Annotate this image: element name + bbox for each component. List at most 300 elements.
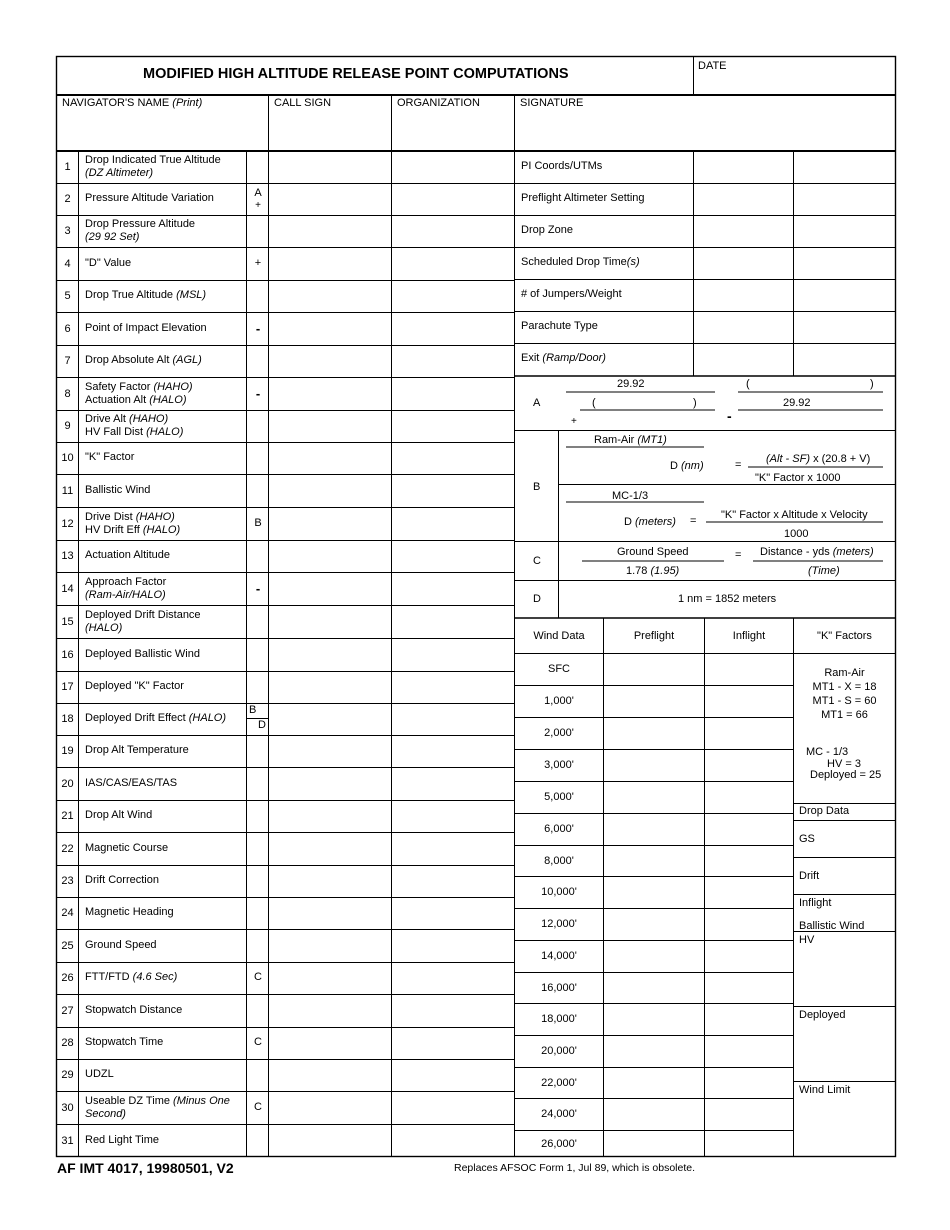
info-value-cell-a[interactable] — [694, 216, 793, 247]
wind-inflight-cell[interactable] — [705, 1099, 793, 1130]
organization-cell[interactable] — [392, 672, 514, 703]
call-sign-cell[interactable] — [269, 248, 391, 280]
row-label-qualifier-2: Second) — [85, 1107, 126, 1120]
organization-cell[interactable] — [392, 801, 514, 832]
call-sign-cell[interactable] — [269, 930, 391, 962]
call-sign-cell[interactable] — [269, 508, 391, 540]
row-label-text: Actuation Altitude — [85, 549, 171, 561]
organization-cell[interactable] — [392, 216, 514, 247]
wind-preflight-cell[interactable] — [604, 814, 704, 845]
k-gs: GS — [799, 833, 815, 845]
row-number: 8 — [64, 387, 71, 400]
wind-altitude-label: 24,000' — [541, 1108, 577, 1120]
organization-cell[interactable] — [392, 313, 514, 345]
row-label — [85, 1095, 230, 1121]
organization-cell[interactable] — [392, 704, 514, 735]
call-sign-cell[interactable] — [269, 184, 391, 215]
call-sign-cell[interactable] — [269, 995, 391, 1027]
call-sign-cell[interactable] — [269, 736, 391, 767]
formula-c-factor: 1.78 (1.95) — [626, 565, 680, 577]
formula-c-label: C — [533, 555, 541, 567]
row-label-text: Safety Factor — [85, 380, 151, 393]
organization-label: ORGANIZATION — [397, 97, 480, 109]
row-number: 25 — [61, 939, 74, 952]
organization-cell[interactable] — [392, 281, 514, 312]
wind-preflight-cell[interactable] — [604, 750, 704, 781]
wind-preflight-cell[interactable] — [604, 1099, 704, 1130]
formula-b-denominator1: "K" Factor x 1000 — [755, 472, 841, 484]
wind-preflight-cell[interactable] — [604, 686, 704, 717]
k-hv-label: HV — [799, 934, 815, 946]
row-label-text: Drop Absolute Alt — [85, 354, 170, 366]
wind-inflight-cell[interactable] — [705, 782, 793, 813]
date-label: DATE — [698, 60, 727, 72]
call-sign-field[interactable] — [269, 112, 391, 150]
wind-preflight-cell[interactable] — [604, 718, 704, 749]
row-operator-2: + — [255, 200, 261, 211]
k-drift: Drift — [799, 870, 820, 882]
k-ballistic-wind: Ballistic Wind — [799, 920, 865, 932]
call-sign-cell[interactable] — [269, 672, 391, 703]
wind-header-k-factors: "K" Factors — [817, 630, 872, 642]
call-sign-cell[interactable] — [269, 606, 391, 638]
wind-inflight-cell[interactable] — [705, 1131, 793, 1157]
formula-a-paren-open-top: ( — [746, 378, 750, 390]
wind-preflight-cell[interactable] — [604, 941, 704, 972]
row-label-qualifier: (Minus One — [173, 1094, 230, 1107]
row-number: 21 — [61, 810, 74, 822]
wind-inflight-cell[interactable] — [705, 686, 793, 717]
wind-altitude-label: 16,000' — [541, 981, 577, 994]
row-operator-2: D — [258, 719, 266, 731]
formula-a-2992-top: 29.92 — [617, 378, 645, 390]
call-sign-cell[interactable] — [269, 152, 391, 183]
wind-altitude-label: 6,000' — [544, 823, 574, 835]
row-operator: C — [254, 1036, 262, 1048]
formula-b-denominator2: 1000 — [784, 528, 809, 540]
info-value-cell-a[interactable] — [694, 248, 793, 279]
wind-altitude-label: 18,000' — [541, 1013, 577, 1025]
row-number: 26 — [61, 972, 74, 984]
call-sign-cell[interactable] — [269, 443, 391, 474]
organization-cell[interactable] — [392, 898, 514, 929]
wind-preflight-cell[interactable] — [604, 877, 704, 908]
row-label-text: Point of Impact Elevation — [85, 321, 207, 334]
row-label-qualifier: (AGL) — [172, 354, 202, 366]
organization-cell[interactable] — [392, 508, 514, 540]
row-label — [85, 192, 214, 205]
row-number: 10 — [61, 452, 74, 464]
row-label-text: Deployed Drift Distance — [85, 608, 201, 621]
row-label-text: Drive Alt — [85, 413, 126, 425]
k-mt1x: MT1 - X = 18 — [812, 681, 877, 693]
wind-preflight-cell[interactable] — [604, 909, 704, 940]
row-label — [85, 354, 202, 367]
wind-altitude-label: 1,000' — [544, 695, 574, 707]
wind-inflight-cell[interactable] — [705, 814, 793, 845]
scheduled-drop-time-label: Scheduled Drop Time(s) — [521, 256, 640, 268]
wind-altitude-label: 22,000' — [541, 1076, 577, 1089]
row-number: 17 — [61, 681, 74, 693]
row-label-text: UDZL — [85, 1068, 114, 1080]
row-operator: C — [254, 1100, 262, 1113]
wind-altitude-label: 8,000' — [544, 854, 574, 867]
info-value-cell-b[interactable] — [794, 248, 895, 279]
k-wind-limit: Wind Limit — [799, 1084, 851, 1096]
wind-preflight-cell[interactable] — [604, 973, 704, 1003]
call-sign-cell[interactable] — [269, 1028, 391, 1059]
row-label — [85, 906, 174, 919]
wind-inflight-cell[interactable] — [705, 718, 793, 749]
formula-b-dm: D (meters) — [624, 516, 676, 528]
row-label-text: Drop Alt Wind — [85, 809, 153, 821]
row-number: 11 — [61, 484, 74, 497]
row-label-text: Drop Alt Temperature — [85, 744, 189, 756]
row-number: 30 — [61, 1101, 74, 1114]
row-number: 15 — [61, 615, 74, 628]
row-label-text: Pressure Altitude Variation — [85, 192, 214, 204]
form-supersede-note: Replaces AFSOC Form 1, Jul 89, which is obsolete. — [454, 1162, 696, 1174]
row-label-text: Drop Indicated True Altitude — [85, 154, 221, 166]
drop-zone-label: Drop Zone — [521, 224, 573, 236]
call-sign-label: CALL SIGN — [274, 97, 332, 109]
formula-c-time: (Time) — [808, 565, 840, 577]
info-value-cell-a[interactable] — [694, 152, 793, 183]
row-number: 12 — [61, 517, 74, 530]
row-label — [85, 809, 152, 822]
call-sign-cell[interactable] — [269, 963, 391, 994]
wind-inflight-cell[interactable] — [705, 941, 793, 972]
formula-d-label: D — [533, 593, 541, 605]
row-label-qualifier-2: (HALO) — [85, 621, 123, 634]
row-label-text: Deployed Drift Effect — [85, 712, 186, 724]
row-label — [85, 874, 159, 887]
row-number: 3 — [64, 225, 71, 237]
row-label — [85, 451, 134, 464]
call-sign-cell[interactable] — [269, 768, 391, 800]
formula-b-numerator2: "K" Factor x Altitude x Velocity — [721, 509, 868, 521]
row-number: 24 — [61, 907, 74, 919]
row-label-text-2: HV Drift Eff — [85, 523, 140, 536]
formula-b-eq1: = — [735, 459, 742, 471]
row-number: 4 — [64, 257, 71, 270]
formula-d-text: 1 nm = 1852 meters — [678, 593, 777, 605]
k-ramair: Ram-Air — [824, 667, 865, 679]
organization-cell[interactable] — [392, 639, 514, 671]
row-number: 29 — [61, 1069, 74, 1081]
row-label-text: Stopwatch Distance — [85, 1003, 183, 1016]
row-label-text: Red Light Time — [85, 1133, 159, 1146]
row-label-qualifier-2: (DZ Altimeter) — [85, 167, 154, 179]
wind-preflight-cell[interactable] — [604, 1004, 704, 1035]
row-label-text: Useable DZ Time — [85, 1094, 170, 1107]
row-number: 14 — [61, 582, 74, 595]
row-label — [85, 322, 207, 335]
organization-cell[interactable] — [392, 606, 514, 638]
info-value-cell-b[interactable] — [794, 280, 895, 311]
wind-preflight-cell[interactable] — [604, 1131, 704, 1157]
row-number: 5 — [64, 290, 71, 302]
row-label — [85, 939, 157, 952]
row-label — [85, 511, 180, 537]
row-label-text: FTT/FTD — [85, 971, 130, 983]
row-label — [85, 842, 168, 855]
organization-cell[interactable] — [392, 1028, 514, 1059]
row-label — [85, 744, 189, 757]
navigator-name-field[interactable] — [57, 112, 268, 150]
call-sign-cell[interactable] — [269, 573, 391, 605]
date-field[interactable] — [694, 57, 895, 95]
row-label-text: Drop True Altitude — [85, 289, 174, 301]
row-label — [85, 971, 177, 984]
organization-cell[interactable] — [392, 346, 514, 377]
row-number: 7 — [64, 355, 71, 367]
formula-c-distance: Distance - yds (meters) — [760, 546, 874, 558]
row-number: 28 — [61, 1037, 74, 1049]
organization-cell[interactable] — [392, 1092, 514, 1124]
wind-inflight-cell[interactable] — [705, 846, 793, 876]
k-hv: HV = 3 — [827, 758, 861, 770]
call-sign-cell[interactable] — [269, 801, 391, 832]
info-value-cell-b[interactable] — [794, 152, 895, 183]
row-label-text: Ground Speed — [85, 938, 157, 951]
formula-a-label: A — [533, 397, 541, 409]
info-value-cell-a[interactable] — [694, 280, 793, 311]
wind-header-preflight: Preflight — [633, 630, 675, 642]
organization-field[interactable] — [392, 112, 514, 150]
signature-label: SIGNATURE — [520, 97, 584, 109]
row-number: 13 — [61, 550, 74, 562]
call-sign-cell[interactable] — [269, 411, 391, 442]
wind-inflight-cell[interactable] — [705, 654, 793, 685]
organization-cell[interactable] — [392, 930, 514, 962]
organization-cell[interactable] — [392, 1125, 514, 1157]
wind-inflight-cell[interactable] — [705, 973, 793, 1003]
row-label-text: Stopwatch Time — [85, 1036, 164, 1048]
exit-label: Exit (Ramp/Door) — [521, 352, 606, 364]
row-label-qualifier-2: (HALO) — [142, 523, 181, 536]
row-operator: C — [254, 971, 262, 983]
call-sign-cell[interactable] — [269, 281, 391, 312]
call-sign-cell[interactable] — [269, 475, 391, 507]
form-title: MODIFIED HIGH ALTITUDE RELEASE POINT COMPUTATIONS — [143, 66, 569, 82]
row-label — [85, 576, 166, 602]
row-label — [85, 413, 183, 439]
row-label-text-2: HV Fall Dist — [85, 426, 144, 438]
row-label-text: Magnetic Heading — [85, 906, 174, 918]
wind-preflight-cell[interactable] — [604, 782, 704, 813]
row-label-qualifier: (HAHO) — [153, 380, 193, 393]
call-sign-cell[interactable] — [269, 216, 391, 247]
row-label-qualifier: (HALO) — [188, 712, 227, 724]
k-mc: MC - 1/3 — [806, 746, 849, 758]
formula-c-eq: = — [735, 549, 742, 561]
row-operator: - — [255, 580, 261, 596]
info-value-cell-b[interactable] — [794, 344, 895, 376]
info-value-cell-a[interactable] — [694, 184, 793, 215]
organization-cell[interactable] — [392, 963, 514, 994]
row-number: 31 — [61, 1134, 74, 1147]
call-sign-cell[interactable] — [269, 1092, 391, 1124]
row-number: 9 — [64, 420, 71, 432]
info-value-cell-b[interactable] — [794, 184, 895, 215]
row-operator: + — [254, 256, 262, 269]
row-number: 18 — [61, 713, 74, 725]
pi-coords-label: PI Coords/UTMs — [521, 160, 603, 172]
row-label-qualifier: (HAHO) — [129, 413, 169, 425]
organization-cell[interactable] — [392, 573, 514, 605]
info-value-cell-a[interactable] — [694, 344, 793, 376]
wind-preflight-cell[interactable] — [604, 1036, 704, 1067]
organization-cell[interactable] — [392, 475, 514, 507]
row-number: 27 — [61, 1004, 74, 1017]
row-number: 6 — [64, 322, 71, 335]
wind-altitude-label: 10,000' — [541, 886, 577, 898]
signature-field[interactable] — [515, 112, 895, 150]
call-sign-cell[interactable] — [269, 1125, 391, 1157]
call-sign-cell[interactable] — [269, 541, 391, 572]
formula-b-numerator1: (Alt - SF) x (20.8 + V) — [766, 453, 871, 465]
row-label-text: IAS/CAS/EAS/TAS — [85, 776, 178, 789]
call-sign-cell[interactable] — [269, 704, 391, 735]
wind-inflight-cell[interactable] — [705, 1036, 793, 1067]
call-sign-cell[interactable] — [269, 866, 391, 897]
call-sign-cell[interactable] — [269, 1060, 391, 1091]
row-label — [85, 218, 195, 244]
wind-preflight-cell[interactable] — [604, 1068, 704, 1098]
wind-altitude-label: 20,000' — [541, 1045, 577, 1057]
formula-b-eq2: = — [690, 515, 697, 527]
row-number: 23 — [61, 875, 74, 887]
organization-cell[interactable] — [392, 1060, 514, 1091]
row-number: 2 — [64, 193, 71, 205]
row-label-text: Drift Correction — [85, 874, 159, 886]
formula-b-mc: MC-1/3 — [612, 490, 649, 502]
row-label-qualifier-2: (29 92 Set) — [85, 231, 140, 243]
k-mt1: MT1 = 66 — [821, 709, 868, 721]
formula-a-minus: - — [727, 408, 732, 424]
formula-a-paren-open-bottom: ( — [592, 397, 596, 409]
row-label-text: Drop Pressure Altitude — [85, 218, 196, 230]
organization-cell[interactable] — [392, 736, 514, 767]
k-drop-data: Drop Data — [799, 805, 850, 817]
parachute-type-label: Parachute Type — [521, 320, 598, 332]
organization-cell[interactable] — [392, 866, 514, 897]
organization-cell[interactable] — [392, 995, 514, 1027]
call-sign-cell[interactable] — [269, 639, 391, 671]
row-label-qualifier-2: (HALO) — [146, 426, 184, 438]
row-label-text: Magnetic Course — [85, 841, 169, 854]
jumpers-weight-label: # of Jumpers/Weight — [521, 288, 622, 300]
info-value-cell-a[interactable] — [694, 312, 793, 343]
row-label-text: Drive Dist — [85, 510, 133, 523]
wind-inflight-cell[interactable] — [705, 909, 793, 940]
wind-inflight-cell[interactable] — [705, 750, 793, 781]
organization-cell[interactable] — [392, 443, 514, 474]
formula-b-label: B — [533, 481, 541, 493]
row-label — [85, 1004, 182, 1017]
wind-inflight-cell[interactable] — [705, 1068, 793, 1098]
wind-altitude-label: 5,000' — [544, 791, 574, 803]
wind-preflight-cell[interactable] — [604, 654, 704, 685]
wind-altitude-label: 12,000' — [541, 918, 577, 930]
k-mt1s: MT1 - S = 60 — [812, 695, 877, 707]
formula-b-ramair: Ram-Air (MT1) — [594, 434, 667, 446]
row-label-text: Deployed Ballistic Wind — [85, 647, 200, 660]
wind-altitude-label: 14,000' — [541, 950, 577, 962]
row-label — [85, 381, 193, 407]
row-number: 19 — [61, 745, 74, 757]
row-label — [85, 1068, 114, 1081]
info-value-cell-b[interactable] — [794, 312, 895, 343]
call-sign-cell[interactable] — [269, 313, 391, 345]
row-label — [85, 648, 200, 661]
organization-cell[interactable] — [392, 541, 514, 572]
row-label-qualifier: (MSL) — [176, 289, 207, 301]
row-number: 22 — [61, 842, 74, 855]
wind-inflight-cell[interactable] — [705, 877, 793, 908]
row-label-text: "D" Value — [85, 256, 132, 269]
wind-header-inflight: Inflight — [732, 630, 766, 642]
wind-altitude-label: SFC — [548, 663, 570, 675]
row-label-text: Deployed "K" Factor — [85, 680, 184, 692]
formula-a-paren-close-top: ) — [870, 378, 874, 390]
organization-cell[interactable] — [392, 248, 514, 280]
wind-inflight-cell[interactable] — [705, 1004, 793, 1035]
row-operator: - — [255, 385, 261, 401]
call-sign-cell[interactable] — [269, 346, 391, 377]
wind-altitude-label: 3,000' — [544, 759, 574, 771]
form-id: AF IMT 4017, 19980501, V2 — [57, 1160, 234, 1176]
row-label — [85, 777, 177, 790]
row-operator: B — [249, 704, 257, 716]
row-operator: B — [254, 516, 262, 529]
info-value-cell-b[interactable] — [794, 216, 895, 247]
formula-b-dnm: D (nm) — [670, 460, 704, 472]
row-label — [85, 680, 184, 693]
wind-altitude-label: 2,000' — [544, 727, 574, 739]
row-number: 1 — [64, 161, 71, 173]
row-number: 16 — [61, 648, 74, 661]
row-number: 20 — [61, 777, 74, 790]
navigator-name-label: NAVIGATOR'S NAME (Print) — [62, 97, 203, 109]
organization-cell[interactable] — [392, 184, 514, 215]
row-label-text: Ballistic Wind — [85, 483, 151, 496]
organization-cell[interactable] — [392, 768, 514, 800]
row-label — [85, 154, 221, 180]
organization-cell[interactable] — [392, 152, 514, 183]
row-label — [85, 549, 170, 562]
row-label — [85, 1134, 159, 1147]
row-label-qualifier-2: (HALO) — [149, 393, 187, 406]
formula-c-ground-speed: Ground Speed — [617, 546, 689, 558]
row-operator: A — [254, 187, 262, 199]
row-label-text: "K" Factor — [85, 451, 135, 463]
row-label — [85, 484, 150, 497]
row-label — [85, 289, 206, 302]
organization-cell[interactable] — [392, 833, 514, 865]
wind-header-wind-data: Wind Data — [533, 630, 585, 642]
call-sign-cell[interactable] — [269, 898, 391, 929]
call-sign-cell[interactable] — [269, 833, 391, 865]
call-sign-cell[interactable] — [269, 378, 391, 410]
row-label-text-2: Actuation Alt — [85, 393, 147, 406]
row-label-text: Approach Factor — [85, 575, 167, 588]
row-label — [85, 609, 201, 635]
organization-cell[interactable] — [392, 378, 514, 410]
wind-preflight-cell[interactable] — [604, 846, 704, 876]
organization-cell[interactable] — [392, 411, 514, 442]
